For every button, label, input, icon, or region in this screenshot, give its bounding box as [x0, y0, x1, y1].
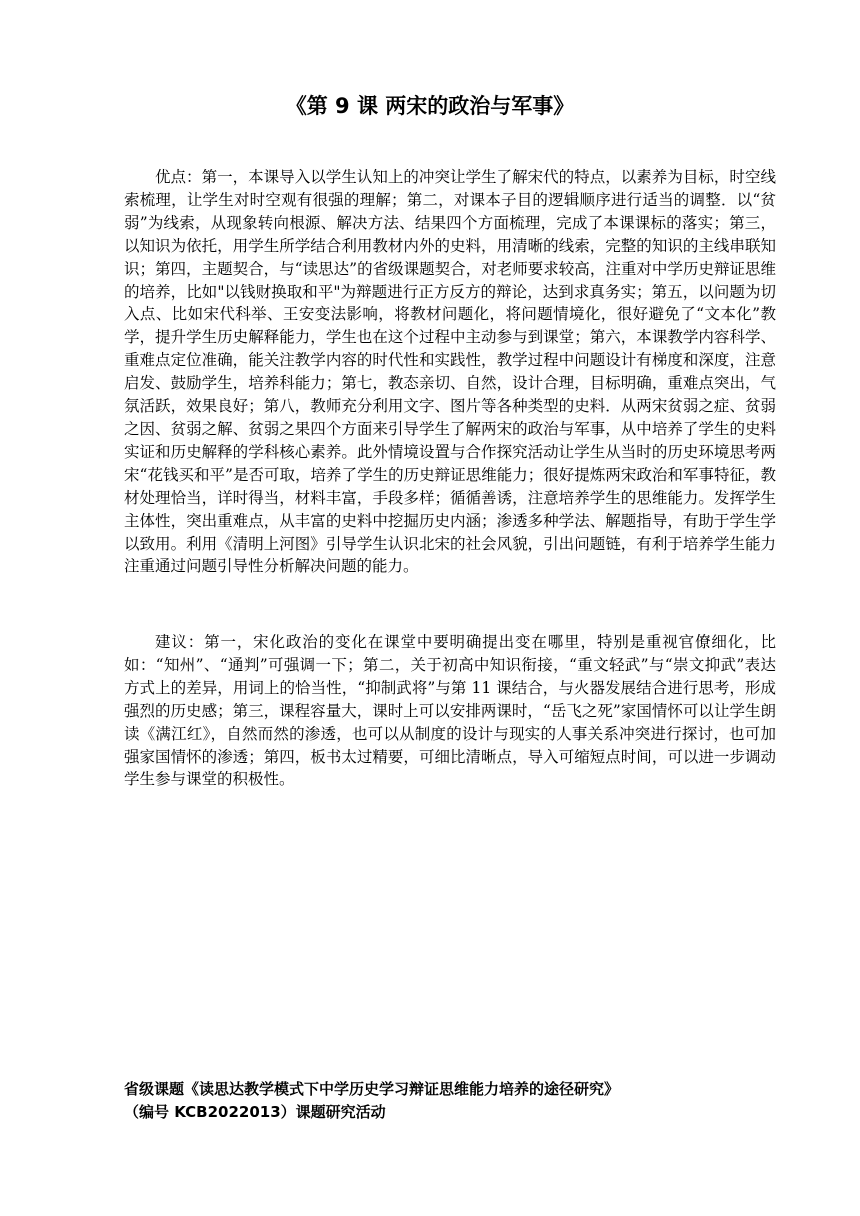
footer-project-number: （编号 KCB2022013）课题研究活动: [124, 1103, 386, 1121]
project-footer: [124, 1078, 784, 1124]
advantages-paragraph: 优点：第一，本课导入以学生认知上的冲突让学生了解宋代的特点，以素养为目标，时空线索梳理，让学生对时空观有很强的理解；第二，对课本子目的逻辑顺序进行适当的调整．以“贫弱”为线索，从现象转向根源、解决方法、结果四个方面梳理，完成了本课课标的落实；第三，以知识为依托，用学生所学结合利用教材内外的史料，用清晰的线索，完整的知识的主线串联知识；第四，主题契合，与“读思达”的省级课题契合，对老师要求较高，注重对中学历史辩证思维的培养，比如"以钱财换取和平"为辩题进行正方反方的辩论，达到求真务实；第五，以问题为切入点、比如宋代科举、王安变法影响，将教材问题化，将问题情境化，很好避免了“文本化”教学，提升学生历史解释能力，学生也在这个过程中主动参与到课堂；第六，本课教学内容科学、重难点定位准确，能关注教学内容的时代性和实践性，教学过程中问题设计有梯度和深度，注意启发、鼓励学生，培养科能力；第七，教态亲切、自然，设计合理，目标明确，重难点突出，气氛活跃，效果良好；第八，教师充分利用文字、图片等各种类型的史料．从两宋贫弱之症、贫弱之因、贫弱之解、贫弱之果四个方面来引导学生了解两宋的政治与军事，从中培养了学生的史料实证和历史解释的学科核心素养。此外情境设置与合作探究活动让学生从当时的历史环境思考两宋“花钱买和平”是否可取，培养了学生的历史辩证思维能力；很好提炼两宋政治和军事特征，教材处理恰当，详时得当，材料丰富，手段多样；循循善诱，注意培养学生的思维能力。发挥学生主体性，突出重难点，从丰富的史料中挖掘历史内涵；渗透多种学法、解题指导，有助于学生学以致用。利用《清明上河图》引导学生认识北宋的社会风貌，引出问题链，有利于培养学生能力注重通过问题引导性分析解决问题的能力。: [124, 168, 776, 576]
page-title: 《第 9 课 两宋的政治与军事》: [285, 94, 575, 118]
footer-project-title: 省级课题《读思达教学模式下中学历史学习辩证思维能力培养的途径研究》: [124, 1080, 620, 1098]
suggestions-paragraph: 建议：第一，宋化政治的变化在课堂中要明确提出变在哪里，特别是重视官僚细化，比如：“知州”、“通判”可强调一下；第二，关于初高中知识衔接，“重文轻武”与“崇文抑武”表达方式上的差异，用词上的恰当性，“抑制武将”与第 11 课结合，与火器发展结合进行思考，形成强烈的历史感；第三，课程容量大，课时上可以安排两课时，“岳飞之死”家国情怀可以让学生朗读《满江红》，自然而然的渗透，也可以从制度的设计与现实的人事关系冲突进行探讨，也可加强家国情怀的渗透；第四，板书太过精要，可细比清晰点，导入可缩短点时间，可以进一步调动学生参与课堂的积极性。: [124, 633, 776, 789]
